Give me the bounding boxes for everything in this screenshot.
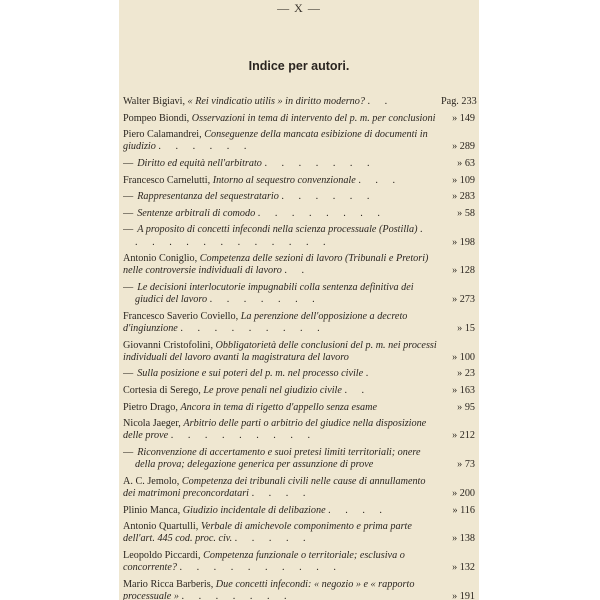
leader-dots: . .	[367, 96, 394, 107]
index-entry	[123, 175, 475, 187]
entry-page-ref: » 200	[452, 487, 475, 499]
entry-author: Piero Calamandrei,	[123, 129, 202, 141]
entry-title: Conseguenze della mancata esibizione di documenti in giudizio	[123, 129, 428, 153]
leader-dots: . . . . . . . . .	[170, 430, 317, 442]
entry-text	[123, 505, 439, 517]
entry-page-ref: » 15	[457, 322, 475, 334]
index-entry	[123, 368, 475, 380]
leader-dots: . . . . . . . . . . . . .	[135, 224, 429, 248]
entry-author: Antonio Coniglio,	[123, 253, 198, 265]
entry-author: A. C. Jemolo,	[123, 475, 180, 487]
entry-page-ref: » 289	[452, 141, 475, 153]
entry-text	[123, 385, 439, 397]
entry-text	[123, 191, 439, 203]
entry-title: Osservazioni in tema di intervento del p. m. per conclusioni	[191, 112, 436, 124]
index-entry	[123, 447, 475, 471]
index-entry	[123, 476, 475, 500]
leader-dots: . .	[284, 265, 311, 277]
entry-page-ref: » 283	[452, 191, 475, 203]
index-entry	[123, 191, 475, 203]
entry-title: La perenzione dell'opposizione a decreto d'ingiunzione	[123, 310, 408, 334]
entry-title: Sentenze arbitrali di comodo	[137, 207, 256, 219]
entry-text	[123, 113, 439, 125]
entry-text	[123, 550, 439, 574]
entry-title: A proposito di concetti infecondi nella scienza processuale (Postilla)	[137, 224, 418, 236]
entry-page-ref: » 95	[457, 401, 475, 413]
entry-author: Pompeo Biondi,	[123, 112, 190, 124]
leader-dots: . . . . . . .	[209, 294, 321, 306]
leader-dots: . . . . . . . . . .	[179, 562, 342, 574]
index-entry	[123, 505, 475, 517]
leader-dots: .	[365, 368, 375, 380]
entry-text	[123, 224, 439, 248]
entry-title: « Rei vindicatio utilis » in diritto moderno?	[187, 96, 365, 107]
entry-author: Nicola Jaeger,	[123, 418, 181, 430]
entry-page-ref: » 212	[452, 430, 475, 442]
index-entry	[123, 385, 475, 397]
index-entry	[123, 253, 475, 277]
leader-dots: . . . . . .	[158, 141, 253, 153]
entry-page-ref: » 63	[457, 157, 475, 169]
entry-title: Intorno al sequestro convenzionale	[212, 174, 356, 186]
leader-dots: . . . .	[328, 504, 388, 516]
entry-page-ref: » 132	[452, 562, 475, 574]
entry-text	[123, 340, 439, 364]
book-page	[119, 0, 479, 600]
entry-page-ref: » 191	[452, 590, 475, 600]
entry-title: Due concetti infecondi: « negozio » e « rapporto processuale »	[123, 578, 415, 600]
entry-text	[123, 175, 439, 187]
continuation-dash: —	[123, 207, 134, 219]
leader-dots: . . . . . .	[281, 191, 376, 203]
leader-dots: . . . . .	[234, 533, 312, 545]
index-entry	[123, 208, 475, 220]
index-entry	[123, 579, 475, 600]
entry-title: Rappresentanza del sequestratario	[137, 191, 279, 203]
entry-author: Giovanni Cristofolini,	[123, 339, 213, 351]
entry-page-ref: » 100	[452, 351, 475, 363]
entry-title: Ancora in tema di rigetto d'appello senza esame	[180, 401, 377, 413]
index-entry	[123, 402, 475, 414]
entry-title: Competenza dei tribunali civili nelle cause di annullamento dei matrimoni preconcordatari	[123, 475, 426, 499]
entry-author: Leopoldo Piccardi,	[123, 549, 201, 561]
index-entry	[123, 282, 475, 306]
entry-text	[123, 521, 439, 545]
continuation-dash: —	[123, 446, 134, 458]
entry-text	[123, 208, 439, 220]
entry-author: Cortesia di Serego,	[123, 384, 201, 396]
page-number: — X —	[277, 1, 321, 15]
entry-text	[123, 96, 439, 108]
entry-title: Riconvenzione di accertamento e suoi pretesi limiti territoriali; onere della prova; delegazione generica per assunzione di prove	[135, 446, 421, 471]
index-entries	[123, 96, 475, 600]
leader-dots: . . . . . . .	[264, 157, 376, 169]
entry-title: Obbligatorietà delle conclusioni del p. m. nei processi individuali del lavoro avanti la magistratura del lavoro	[123, 339, 437, 363]
entry-text	[123, 579, 439, 600]
entry-text	[123, 476, 439, 500]
entry-author: Francesco Carnelutti,	[123, 174, 211, 186]
entry-page-ref: Pag. 233	[441, 96, 477, 107]
entry-title: Diritto ed equità nell'arbitrato	[137, 157, 262, 169]
entry-title: Le prove penali nel giudizio civile	[203, 384, 342, 396]
index-entry	[123, 113, 475, 125]
entry-author: Antonio Quartulli,	[123, 521, 199, 533]
entry-page-ref: » 198	[452, 236, 475, 248]
entry-author: Walter Bigiavi,	[123, 96, 185, 107]
entry-title: Arbitrio delle parti o arbitrio del giudice nella disposizione delle prove	[123, 418, 427, 442]
entry-author: Plinio Manca,	[123, 504, 181, 516]
entry-title: Le decisioni interlocutorie impugnabili colla sentenza definitiva dei giudici del lavoro	[135, 281, 414, 306]
entry-author: Francesco Saverio Coviello,	[123, 310, 239, 322]
leader-dots: . . . .	[251, 487, 312, 499]
entry-text	[123, 158, 439, 170]
entry-text	[123, 311, 439, 335]
entry-page-ref: » 128	[452, 265, 475, 277]
index-title: Indice per autori.	[248, 59, 350, 73]
entry-author: Pietro Drago,	[123, 401, 178, 413]
index-entry	[123, 158, 475, 170]
entry-text	[123, 368, 439, 380]
entry-page-ref: » 149	[452, 112, 475, 124]
entry-page-ref: » 138	[452, 533, 475, 545]
index-entry	[123, 340, 475, 364]
entry-text	[123, 418, 439, 442]
entry-text	[123, 253, 439, 277]
entry-page-ref: » 58	[457, 207, 475, 219]
index-entry	[123, 311, 475, 335]
entry-text	[123, 282, 439, 306]
entry-text	[123, 447, 439, 471]
entry-page-ref: » 23	[457, 368, 475, 380]
entry-text	[123, 402, 439, 414]
entry-page-ref: » 163	[452, 384, 475, 396]
continuation-dash: —	[123, 224, 134, 236]
continuation-dash: —	[123, 191, 134, 203]
entry-title: Sulla posizione e sui poteri del p. m. nel processo civile	[137, 368, 364, 380]
index-entry	[123, 224, 475, 248]
entry-author: Mario Ricca Barberis,	[123, 578, 214, 590]
entry-title: Competenza delle sezioni di lavoro (Tribunali e Pretori) nelle controversie individuali di lavoro	[123, 253, 429, 277]
entry-page-ref: » 109	[452, 174, 475, 186]
entry-page-ref: » 73	[457, 459, 475, 471]
index-entry	[123, 418, 475, 442]
index-entry	[123, 129, 475, 153]
index-entry	[123, 521, 475, 545]
entry-title: Competenza funzionale o territoriale; esclusiva o concorrente?	[123, 549, 405, 574]
continuation-dash: —	[123, 281, 134, 293]
index-entry	[123, 550, 475, 574]
index-entry	[123, 96, 475, 108]
leader-dots: . . . . . . . . .	[180, 322, 326, 334]
leader-dots: . . . . . . .	[181, 590, 293, 600]
entry-title: Giudizio incidentale di delibazione	[182, 504, 326, 516]
entry-page-ref: » 273	[452, 294, 475, 306]
leader-dots: . .	[344, 384, 371, 396]
continuation-dash: —	[123, 157, 134, 169]
continuation-dash: —	[123, 368, 134, 380]
leader-dots: . . .	[358, 174, 402, 186]
entry-text	[123, 129, 439, 153]
leader-dots: . . . . . . . .	[257, 207, 386, 219]
entry-page-ref: » 116	[452, 504, 475, 516]
entry-title: Verbale di amichevole componimento e prima parte dell'art. 445 cod. proc. civ.	[123, 521, 412, 545]
